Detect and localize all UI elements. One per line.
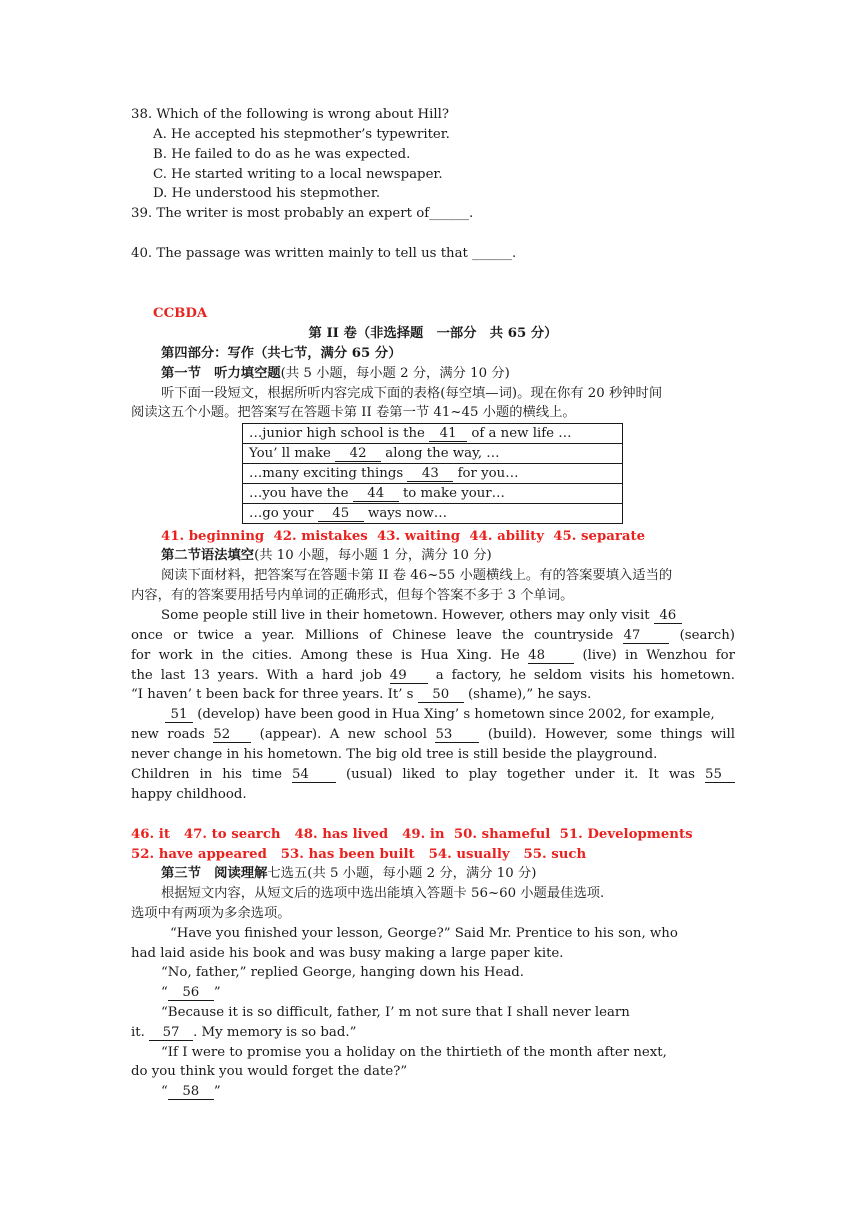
story-line6	[131, 1023, 735, 1043]
blank-47[interactable]: 47	[623, 629, 669, 644]
passage2-line2	[131, 725, 735, 745]
blank-56[interactable]: 56	[168, 986, 214, 1001]
sec2-note: (共 10 小题，每小题 1 分，满分 10 分)	[254, 548, 492, 563]
sec3-instruction-2: 选项中有两项为多余选项。	[131, 906, 291, 921]
blank-58[interactable]: 58	[168, 1085, 214, 1100]
line-text: for work in the cities. Among these is Hua Xing. He	[131, 648, 529, 663]
line-text: Some people still live in their hometown. However, others may only visit	[161, 608, 654, 623]
sec1-instruction-1: 听下面一段短文，根据所听内容完成下面的表格(每空填—词)。现在你有 20 秒钟时间	[161, 386, 663, 401]
line-text: it.	[131, 1025, 150, 1040]
row-text: for you…	[453, 466, 519, 481]
answers-36-40: CCBDA	[153, 306, 208, 321]
q38-option-c: C. He started writing to a local newspaper.	[153, 167, 443, 182]
sec3-heading	[161, 864, 735, 884]
blank-50[interactable]: 50	[418, 688, 464, 703]
story-line4	[161, 983, 735, 1003]
row-text: to make your…	[398, 486, 505, 501]
passage1-line1	[161, 606, 735, 626]
quote-mark: “	[161, 985, 168, 1000]
line-text: (usual) liked to play together under it. It was	[335, 767, 705, 782]
q40-options-row2	[153, 284, 735, 304]
line-text: Children in his time	[131, 767, 292, 782]
line-text: (appear). A new school	[251, 727, 436, 742]
sec1-note: (共 5 小题，每小题 2 分，满分 10 分)	[280, 366, 510, 381]
passage1-line3	[131, 646, 735, 666]
blank-44[interactable]: 44	[353, 487, 399, 502]
sec3-note: 七选五(共 5 小题，每小题 2 分，满分 10 分)	[267, 866, 537, 881]
blank-46[interactable]: 46	[654, 609, 682, 624]
row-text: …you have the	[249, 486, 353, 501]
line-text: “I haven’ t been back for three years. It’ s	[131, 687, 418, 702]
blank-49[interactable]: 49	[390, 669, 428, 684]
sec2-instruction-2: 内容，有的答案要用括号内单词的正确形式，但每个答案不多于 3 个单词。	[131, 588, 574, 603]
line-text: a factory, he seldom visits his hometown.	[427, 668, 735, 683]
listening-table	[242, 423, 623, 524]
passage1-line5	[131, 685, 735, 705]
blank-42[interactable]: 42	[335, 447, 381, 462]
sec2-answers-2: 52. have appeared 53. has been built 54. usually 55. such	[131, 847, 587, 862]
row-text: …many exciting things	[249, 466, 408, 481]
sec2-title: 第二节语法填空	[161, 548, 255, 563]
q40-stem: 40. The passage was written mainly to tell us that ______.	[131, 246, 517, 261]
story-line8: do you think you would forget the date?”	[131, 1064, 408, 1079]
line-text: (search)	[669, 628, 735, 643]
line-text: (live) in Wenzhou for	[574, 648, 735, 663]
passage2-line5: happy childhood.	[131, 787, 247, 802]
row-text: …junior high school is the	[249, 426, 430, 441]
quote-mark: ”	[213, 985, 221, 1000]
q39-options	[153, 224, 735, 244]
sec3-instruction-1: 根据短文内容，从短文后的选项中选出能填入答题卡 56~60 小题最佳选项.	[161, 886, 605, 901]
blank-57[interactable]: 57	[149, 1026, 193, 1041]
row-text: of a new life …	[467, 426, 572, 441]
blank-52[interactable]: 52	[213, 728, 251, 743]
story-line3: “No, father,” replied George, hanging down his Head.	[161, 965, 525, 980]
story-line7: “If I were to promise you a holiday on the thirtieth of the month after next,	[161, 1045, 667, 1060]
q39-stem: 39. The writer is most probably an expert of______.	[131, 206, 474, 221]
passage2-line1	[165, 705, 735, 725]
sec2-heading	[161, 546, 735, 566]
q38-stem: 38. Which of the following is wrong about Hill?	[131, 107, 450, 122]
row-text: ways now…	[363, 506, 448, 521]
story-line2: had laid aside his book and was busy making a large paper kite.	[131, 946, 564, 961]
story-line5: “Because it is so difficult, father, I’ m not sure that I shall never learn	[161, 1005, 630, 1020]
part4-title: 第四部分：写作（共七节，满分 65 分）	[161, 346, 402, 361]
sec1-title: 第一节 听力填空题	[161, 366, 281, 381]
story-line9	[161, 1082, 735, 1102]
line-text: the last 13 years. With a hard job	[131, 668, 390, 683]
sec2-answers-1: 46. it 47. to search 48. has lived 49. in 50. shameful 51. Developments	[131, 827, 693, 842]
table-cell	[243, 444, 623, 464]
row-text: You’ ll make	[249, 446, 336, 461]
row-text: along the way, …	[381, 446, 500, 461]
sec2-instruction-1: 阅读下面材料，把答案写在答题卡第 II 卷 46~55 小题横线上。有的答案要填入适当的	[161, 568, 673, 583]
sec1-answers: 41. beginning 42. mistakes 43. waiting 44. ability 45. separate	[161, 529, 646, 544]
table-row	[243, 444, 623, 464]
blank-45[interactable]: 45	[318, 507, 364, 522]
quote-mark: “	[161, 1084, 168, 1099]
line-text: once or twice a year. Millions of Chinese leave the countryside	[131, 628, 624, 643]
story-line1: “Have you finished your lesson, George?” Said Mr. Prentice to his son, who	[170, 926, 678, 941]
passage1-line2	[131, 626, 735, 646]
row-text: …go your	[249, 506, 318, 521]
table-row	[243, 424, 623, 444]
table-row	[243, 484, 623, 504]
sec3-title: 第三节 阅读理解	[161, 866, 268, 881]
blank-43[interactable]: 43	[407, 467, 453, 482]
q38-option-a: A. He accepted his stepmother’s typewriter.	[153, 127, 450, 142]
blank-41[interactable]: 41	[429, 427, 467, 442]
sec1-heading	[161, 364, 735, 384]
table-cell	[243, 484, 623, 504]
blank-53[interactable]: 53	[435, 728, 479, 743]
q40-options-row1	[153, 264, 735, 284]
line-text: (develop) have been good in Hua Xing’ s hometown since 2002, for example,	[193, 707, 715, 722]
table-cell	[243, 504, 623, 524]
table-cell	[243, 464, 623, 484]
passage2-line4	[131, 765, 735, 785]
volume-title: 第 II 卷（非选择题 一部分 共 65 分）	[308, 326, 558, 341]
q38-option-d: D. He understood his stepmother.	[153, 186, 381, 201]
passage2-line3: never change in his hometown. The big old tree is still beside the playground.	[131, 747, 658, 762]
line-text: . My memory is so bad.”	[193, 1025, 357, 1040]
sec1-instruction-2: 阅读这五个小题。把答案写在答题卡第 II 卷第一节 41~45 小题的横线上。	[131, 405, 576, 420]
quote-mark: ”	[213, 1084, 221, 1099]
blank-55[interactable]: 55	[705, 768, 735, 783]
table-cell	[243, 424, 623, 444]
q38-option-b: B. He failed to do as he was expected.	[153, 147, 411, 162]
blank-51[interactable]: 51	[165, 708, 193, 723]
table-row	[243, 464, 623, 484]
blank-54[interactable]: 54	[292, 768, 336, 783]
line-text: new roads	[131, 727, 214, 742]
line-text: (shame),” he says.	[463, 687, 592, 702]
blank-48[interactable]: 48	[528, 649, 574, 664]
line-text: (build). However, some things will	[479, 727, 735, 742]
table-row	[243, 504, 623, 524]
passage1-line4	[131, 666, 735, 686]
